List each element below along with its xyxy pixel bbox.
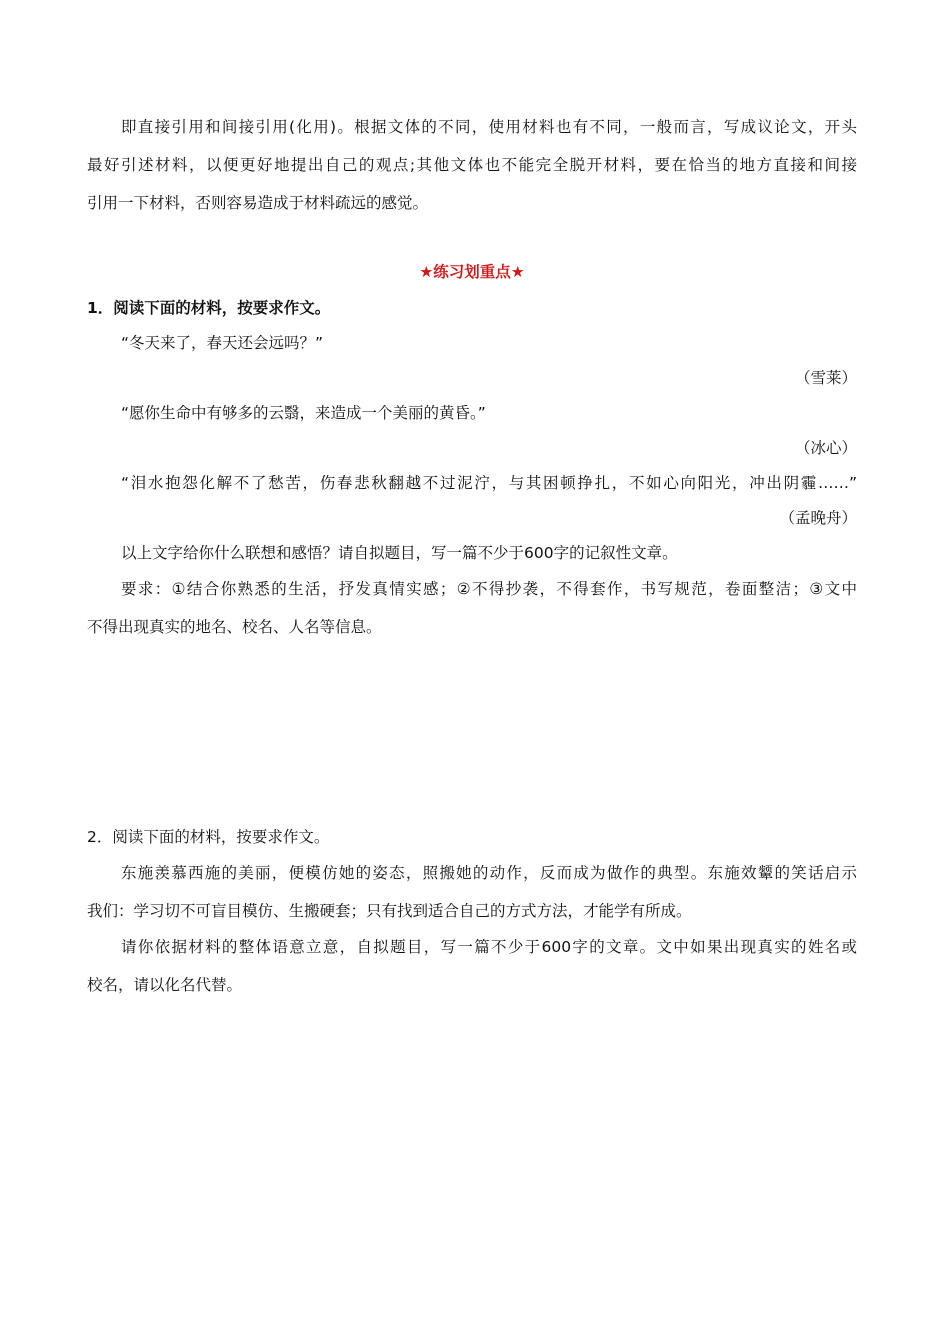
intro-line: 最好引述材料，以便更好地提出自己的观点;其他文体也不能完全脱开材料，要在恰当的地方直接和间接 [87, 156, 857, 174]
q2-prompt: 校名，请以化名代替。 [87, 976, 243, 994]
intro-line: 即直接引用和间接引用(化用)。根据文体的不同，使用材料也有不同，一般而言，写成议论文，开头 [121, 118, 857, 136]
q1-title: 1．阅读下面的材料，按要求作文。 [87, 299, 331, 317]
section-title: ★练习划重点★ [419, 263, 525, 281]
q2-title: 2．阅读下面的材料，按要求作文。 [87, 828, 330, 846]
q1-author: （孟晚舟） [779, 509, 857, 527]
q1-quote: “泪水抱怨化解不了愁苦，伤春悲秋翻越不过泥泞，与其困顿挣扎，不如心向阳光，冲出阴霾……” [121, 474, 857, 492]
q1-author: （冰心） [794, 439, 857, 457]
q1-quote: “愿你生命中有够多的云翳，来造成一个美丽的黄昏。” [121, 404, 486, 422]
q2-material: 我们：学习切不可盲目模仿、生搬硬套；只有找到适合自己的方式方法，才能学有所成。 [87, 902, 692, 920]
q2-material: 东施羡慕西施的美丽，便模仿她的姿态，照搬她的动作，反而成为做作的典型。东施效颦的笑话启示 [121, 864, 857, 882]
q1-quote: “冬天来了，春天还会远吗？” [121, 334, 324, 352]
q1-requirement: 要求：①结合你熟悉的生活，抒发真情实感；②不得抄袭，不得套作，书写规范，卷面整洁；③文中 [121, 580, 857, 598]
intro-line: 引用一下材料，否则容易造成于材料疏远的感觉。 [87, 194, 429, 212]
q1-author: （雪莱） [794, 369, 857, 387]
q1-requirement: 不得出现真实的地名、校名、人名等信息。 [87, 618, 382, 636]
q2-prompt: 请你依据材料的整体语意立意，自拟题目，写一篇不少于600字的文章。文中如果出现真实的姓名或 [121, 938, 857, 956]
q1-prompt: 以上文字给你什么联想和感悟？请自拟题目，写一篇不少于600字的记叙性文章。 [121, 544, 678, 562]
